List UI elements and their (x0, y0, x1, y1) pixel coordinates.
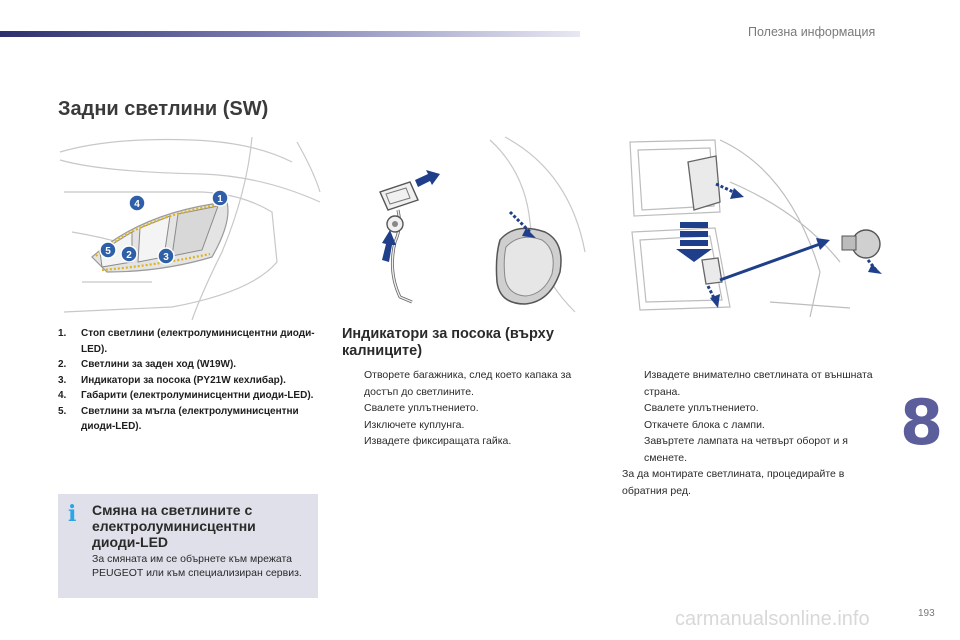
legend-text: Светлини за мъгла (електролуминисцентни диоди-LED). (81, 405, 299, 432)
callout-5: 5 (105, 246, 111, 257)
step-item (342, 367, 604, 400)
bullet-icon (622, 367, 644, 400)
legend-text: Светлини за заден ход (W19W). (81, 359, 237, 370)
callout-1: 1 (217, 194, 223, 205)
bullet-icon (342, 400, 364, 417)
step-item (342, 433, 604, 450)
bullet-icon (342, 417, 364, 434)
info-box-text: За смяната им се обърнете към мрежата PEUGEOT или към специализиран сервиз. (92, 553, 302, 579)
info-box-title: Смяна на светлините с електролуминисцентни диоди-LED (92, 502, 256, 550)
step-item (622, 367, 892, 400)
indicator-steps-list (342, 367, 604, 450)
step-item (622, 400, 892, 417)
page-number: 193 (918, 608, 935, 619)
legend-number: 5. (58, 405, 67, 417)
chapter-number: 8 (900, 386, 944, 459)
step-item (622, 417, 892, 434)
bullet-icon (622, 417, 644, 434)
bullet-icon (622, 433, 644, 466)
legend-number: 2. (58, 359, 67, 370)
legend-item (58, 357, 328, 373)
step-text: Отворете багажника, след което капака за достъп до светлините. (364, 369, 572, 398)
info-box (58, 494, 318, 598)
legend-text: Габарити (електролуминисцентни диоди-LED). (81, 390, 314, 401)
step-text: Извадете фиксиращата гайка. (364, 435, 512, 447)
step-item (342, 417, 604, 434)
watermark: carmanualsonline.info (675, 608, 870, 630)
step-text: Свалете уплътнението. (364, 402, 479, 414)
legend-item (58, 326, 328, 357)
info-icon: i (68, 501, 77, 527)
indicators-heading: Индикатори за посока (върху калниците) (342, 326, 554, 359)
step-text: Завъртете лампата на четвърт оборот и я сменете. (644, 435, 848, 464)
legend-item (58, 388, 328, 404)
step-text: Извадете внимателно светлината от външната страна. (644, 369, 873, 398)
header-gradient-bar (0, 31, 580, 37)
removal-steps-list (622, 367, 892, 499)
step-item (342, 400, 604, 417)
rear-lights-illustration (52, 132, 322, 322)
reassembly-note: За да монтирате светлината, процедирайте в обратния ред. (622, 468, 845, 497)
light-cluster-removal-illustration (620, 132, 905, 322)
step-text: Откачете блока с лампи. (644, 418, 765, 431)
step-item (622, 433, 892, 466)
legend-item (58, 404, 328, 435)
side-indicator-illustration (340, 132, 590, 322)
legend-number: 4. (58, 390, 67, 401)
step-text: Изключете куплунга. (364, 418, 465, 431)
callout-3: 3 (163, 252, 169, 263)
callout-4: 4 (134, 199, 140, 210)
legend-text: Стоп светлини (електролуминисцентни диоди-LED). (81, 328, 315, 355)
bullet-icon (622, 400, 644, 417)
legend-number: 3. (58, 374, 67, 386)
callout-2: 2 (126, 250, 132, 261)
step-text: Свалете уплътнението. (644, 402, 759, 414)
legend-number: 1. (58, 328, 67, 339)
bullet-icon (342, 367, 364, 400)
legend-item (58, 373, 328, 389)
page-title: Задни светлини (SW) (58, 98, 269, 120)
legend-list (58, 326, 328, 435)
section-title: Полезна информация (748, 25, 876, 39)
bullet-icon (342, 433, 364, 450)
legend-text: Индикатори за посока (PY21W кехлибар). (81, 374, 286, 386)
